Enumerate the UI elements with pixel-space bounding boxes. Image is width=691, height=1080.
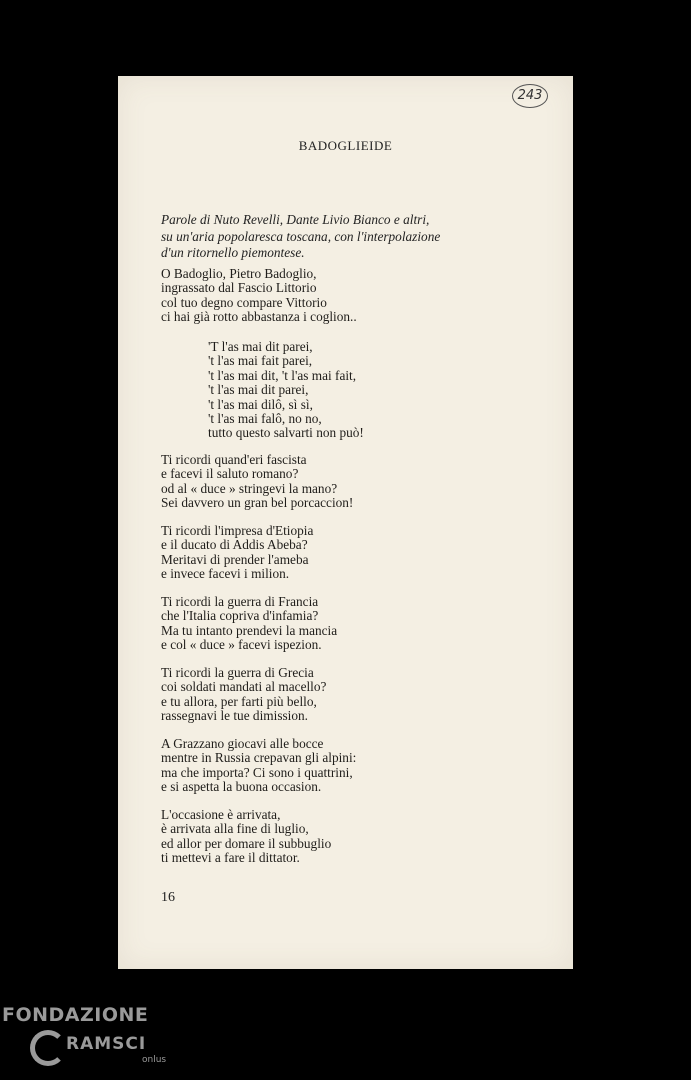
page-number: 16 — [161, 890, 175, 905]
verse-line: Ti ricordi la guerra di Grecia — [161, 665, 314, 680]
intro-paragraph — [161, 212, 543, 262]
stanza-2 — [161, 453, 353, 511]
refrain — [208, 340, 364, 441]
verse-line: 't l'as mai falô, no no, — [208, 411, 322, 427]
verse-line: Ti ricordi la guerra di Francia — [161, 594, 319, 609]
logo-line-2: RAMSCI — [66, 1034, 147, 1054]
verse-line: ci hai già rotto abbastanza i coglion.. — [161, 309, 357, 325]
verse-line: 't l'as mai dit parei, — [208, 382, 309, 398]
stanza-7 — [161, 808, 331, 866]
verse-line: Ti ricordi l'impresa d'Etiopia — [161, 523, 314, 538]
verse-line: col tuo degno compare Vittorio — [161, 294, 327, 310]
stanza-4 — [161, 595, 337, 653]
verse-line: e tu allora, per farti più bello, — [161, 693, 317, 709]
verse-line: e facevi il saluto romano? — [161, 466, 299, 482]
verse-line: 't l'as mai fait parei, — [208, 353, 313, 369]
verse-line: mentre in Russia crepavan gli alpini: — [161, 750, 357, 766]
verse-line: e il ducato di Addis Abeba? — [161, 537, 308, 553]
verse-line: ti mettevi a fare il dittator. — [161, 850, 300, 866]
verse-line: O Badoglio, Pietro Badoglio, — [161, 266, 317, 281]
stanza-3 — [161, 524, 313, 582]
stanza-6 — [161, 737, 356, 795]
verse-line: Meritavi di prender l'ameba — [161, 551, 309, 567]
archive-number-stamp: 243 — [512, 84, 548, 108]
verse-line: che l'Italia copriva d'infamia? — [161, 608, 319, 624]
intro-line: Parole di Nuto Revelli, Dante Livio Bianco e altri, — [161, 212, 430, 227]
verse-line: è arrivata alla fine di luglio, — [161, 821, 309, 837]
verse-line: coi soldati mandati al macello? — [161, 679, 327, 695]
verse-line: e si aspetta la buona occasion. — [161, 779, 322, 795]
verse-line: Sei davvero un gran bel porcaccion! — [161, 495, 354, 511]
logo-line-3: onlus — [142, 1055, 167, 1065]
verse-line: A Grazzano giocavi alle bocce — [161, 736, 324, 751]
verse-line: rassegnavi le tue dimission. — [161, 708, 308, 724]
verse-line: Ma tu intanto prendevi la mancia — [161, 622, 338, 638]
logo-line-1: FONDAZIONE — [2, 1004, 149, 1026]
verse-line: ma che importa? Ci sono i quattrini, — [161, 764, 353, 780]
verse-line: e col « duce » facevi ispezion. — [161, 637, 322, 653]
poem-title: BADOGLIEIDE — [298, 138, 393, 153]
verse-line: 'T l'as mai dit parei, — [208, 339, 313, 354]
verse-line: e invece facevi i milion. — [161, 566, 290, 582]
stanza-5 — [161, 666, 326, 724]
verse-line: ingrassato dal Fascio Littorio — [161, 280, 317, 296]
logo-g-mark — [30, 1030, 66, 1066]
verse-line: L'occasione è arrivata, — [161, 807, 281, 822]
verse-line: ed allor per domare il subbuglio — [161, 835, 332, 851]
verse-line: tutto questo salvarti non può! — [208, 425, 364, 441]
document-page — [118, 76, 573, 969]
verse-line: 't l'as mai dit, 't l'as mai fait, — [208, 367, 357, 383]
verse-line: Ti ricordi quand'eri fascista — [161, 452, 307, 467]
intro-line: d'un ritornello piemontese. — [161, 245, 305, 260]
stanza-1 — [161, 267, 357, 325]
intro-line: su un'aria popolaresca toscana, con l'interpolazione — [161, 228, 441, 244]
verse-line: 't l'as mai dilô, sì sì, — [208, 396, 313, 412]
verse-line: od al « duce » stringevi la mano? — [161, 480, 338, 496]
